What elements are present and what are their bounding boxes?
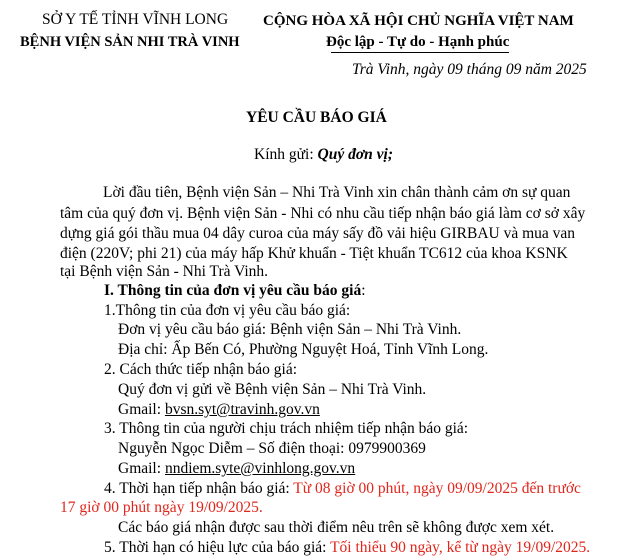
item-5-line (104, 538, 590, 558)
item-5-validity: Tối thiểu 90 ngày, kể từ ngày 19/09/2025. (330, 539, 591, 556)
intro-line-5: tại Bệnh viện Sản - Nhi Trà Vinh. (60, 263, 269, 280)
intro-line-2: tâm của quý đơn vị. Bệnh viện Sản - Nhi có nhu cầu tiếp nhận báo giá làm cơ sở xây (60, 205, 586, 222)
section-1-heading-text: I. Thông tin của đơn vị yêu cầu báo giá (104, 282, 362, 299)
document-date: Trà Vinh, ngày 09 tháng 09 năm 2025 (352, 61, 587, 78)
hospital-name: BỆNH VIỆN SẢN NHI TRÀ VINH (20, 34, 240, 50)
section-1-heading-colon: : (361, 282, 366, 299)
ministry-name: SỞ Y TẾ TỈNH VĨNH LONG (42, 11, 229, 28)
intro-line-1: Lời đầu tiên, Bệnh viện Sản – Nhi Trà Vinh xin chân thành cảm ơn sự quan (103, 184, 571, 201)
document-title: YÊU CẦU BÁO GIÁ (246, 109, 387, 126)
salutation (254, 145, 393, 165)
item-1-address: Địa chỉ: Ấp Bến Có, Phường Nguyệt Hoá, Tỉnh Vĩnh Long. (118, 341, 489, 358)
item-1-unit: Đơn vị yêu cầu báo giá: Bệnh viện Sản – Nhi Trà Vinh. (118, 321, 462, 338)
item-2-gmail-label: Gmail: (118, 401, 165, 418)
intro-line-3: dựng giá gói thầu mua 04 dây curoa của máy sấy đồ vải hiệu GIRBAU và mua van (60, 225, 576, 242)
motto-underline (331, 52, 509, 53)
item-2-gmail (118, 400, 320, 420)
item-4-label: 4. Thời hạn tiếp nhận báo giá: (104, 480, 294, 497)
item-3-person: Nguyễn Ngọc Diễm – Số điện thoại: 0979900369 (118, 440, 426, 457)
item-3-label: 3. Thông tin của người chịu trách nhiệm tiếp nhận báo giá: (104, 420, 469, 437)
item-2-label: 2. Cách thức tiếp nhận báo giá: (104, 361, 298, 378)
motto: Độc lập - Tự do - Hạnh phúc (326, 34, 510, 50)
item-3-gmail-link[interactable]: nndiem.syte@vinhlong.gov.vn (164, 460, 356, 477)
item-1-label: 1.Thông tin của đơn vị yêu cầu báo giá: (104, 302, 351, 319)
item-5-label: 5. Thời hạn có hiệu lực của báo giá: (104, 539, 331, 556)
nation-title: CỘNG HÒA XÃ HỘI CHỦ NGHĨA VIỆT NAM (263, 13, 574, 29)
item-2-send-to: Quý đơn vị gửi về Bệnh viện Sản – Nhi Trà Vinh. (118, 381, 427, 398)
item-4-period-end: 17 giờ 00 phút ngày 19/09/2025. (60, 499, 263, 516)
item-4-line-1 (104, 479, 581, 499)
item-4-period-start: Từ 08 giờ 00 phút, ngày 09/09/2025 đến trước (293, 480, 581, 497)
salutation-recipient: Quý đơn vị; (317, 146, 393, 163)
item-3-gmail-label: Gmail: (118, 460, 165, 477)
item-4-note: Các báo giá nhận được sau thời điểm nêu trên sẽ không được xem xét. (118, 519, 555, 536)
salutation-prefix: Kính gửi: (254, 146, 318, 163)
section-1-heading (104, 281, 366, 301)
intro-line-4: điện (220V; phi 21) của máy hấp Khử khuẩn - Tiệt khuẩn TC612 của khoa KSNK (60, 245, 568, 262)
item-3-gmail (118, 459, 355, 479)
item-2-gmail-link[interactable]: bvsn.syt@travinh.gov.vn (164, 401, 320, 418)
